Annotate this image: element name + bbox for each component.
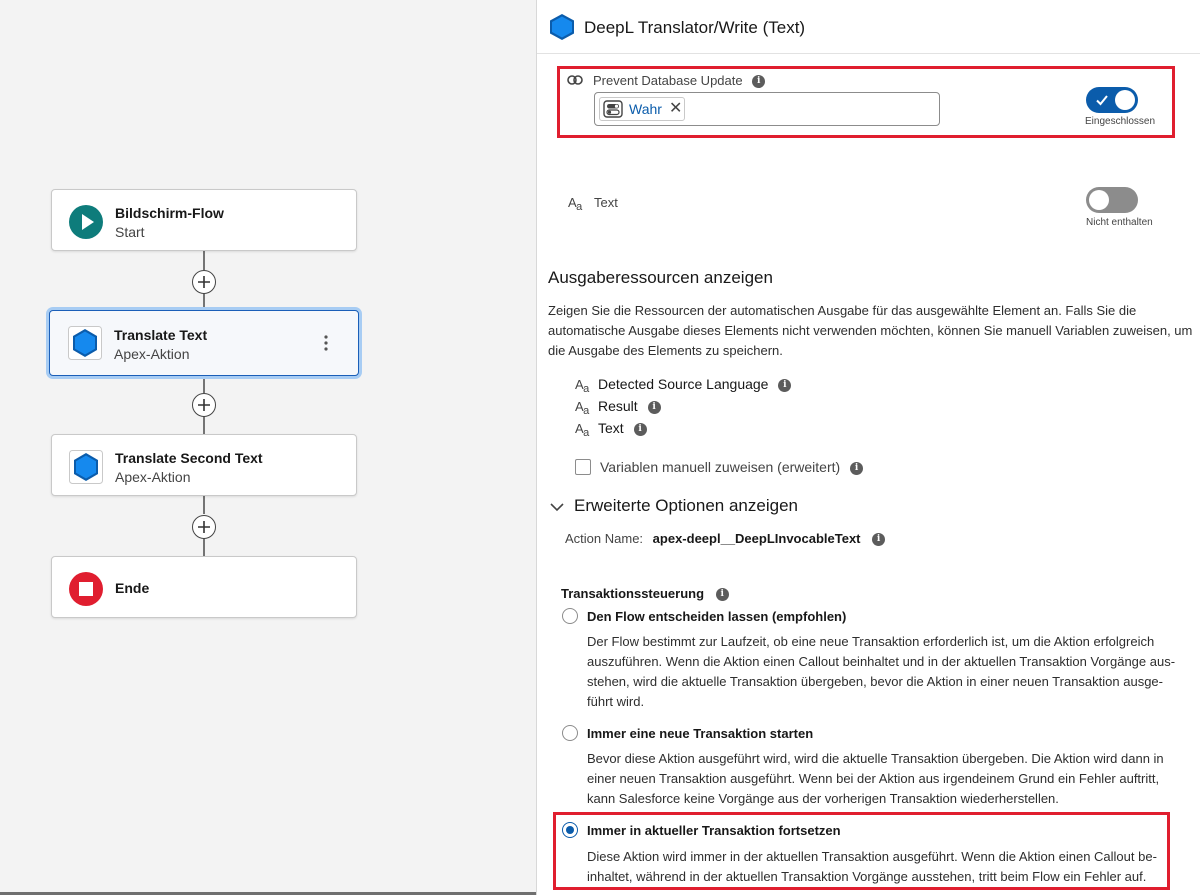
manual-assign-checkbox[interactable] xyxy=(575,459,591,475)
node-subtitle: Start xyxy=(115,224,145,240)
info-icon[interactable]: i xyxy=(648,401,661,414)
plus-icon xyxy=(197,520,211,534)
output-section-title: Ausgaberessourcen anzeigen xyxy=(548,268,773,287)
transaction-option-radio[interactable] xyxy=(562,608,578,624)
connector-line xyxy=(203,251,205,270)
description-line: führt wird. xyxy=(587,694,645,709)
output-item-label: Result xyxy=(598,398,638,414)
text-type-icon: $A_a$ xyxy=(575,399,589,417)
add-element-button[interactable] xyxy=(192,393,216,417)
pill-value: Wahr xyxy=(629,101,662,117)
flow-node-translate-second-text[interactable] xyxy=(51,434,357,496)
manual-assign-label-text: Variablen manuell zuweisen (erweitert) xyxy=(600,459,841,475)
description-line: einer neuen Transaktion ausgeführt. Wenn bei der Aktion aus irgendeinem Grund ein Fehler auftritt, xyxy=(587,771,1160,786)
description-line: Bevor diese Aktion ausgeführt wird, wird die aktuelle Transaktion übergeben. Die Aktion wird dann in xyxy=(587,751,1164,766)
info-icon[interactable]: i xyxy=(752,75,765,88)
node-title: Translate Text xyxy=(114,327,208,343)
info-icon[interactable]: i xyxy=(716,588,729,601)
node-title: Translate Second Text xyxy=(115,450,263,466)
transaction-option-description xyxy=(587,632,1187,712)
transaction-option-title[interactable]: Immer eine neue Transaktion starten xyxy=(587,726,814,741)
text-field-toggle[interactable] xyxy=(1086,187,1138,213)
play-icon xyxy=(69,205,103,239)
manual-assign-label[interactable] xyxy=(600,459,863,475)
prevent-db-update-toggle[interactable] xyxy=(1086,87,1138,113)
text-type-icon: $A_a$ xyxy=(575,377,589,395)
flow-canvas[interactable] xyxy=(0,0,536,895)
toggle-knob xyxy=(1089,190,1109,210)
description-line: stehen, wird die aktuelle Transaktion übergeben, bevor die Aktion in einer neuen Transaktion ausge- xyxy=(587,674,1163,689)
add-element-button[interactable] xyxy=(192,515,216,539)
text-type-icon: $A_a$ xyxy=(568,195,582,213)
description-line: kann Salesforce keine Vorgänge aus der vorherigen Transaktion wiederherstellen. xyxy=(587,791,1059,806)
add-element-button[interactable] xyxy=(192,270,216,294)
apex-action-icon xyxy=(68,326,102,360)
action-name-row xyxy=(565,531,885,546)
prevent-db-update-label xyxy=(593,73,765,88)
output-item xyxy=(598,376,791,392)
stop-icon xyxy=(69,572,103,606)
output-item xyxy=(598,398,661,414)
transaction-option-description xyxy=(587,749,1187,809)
flow-node-translate-text[interactable] xyxy=(49,310,359,376)
flow-node-end[interactable] xyxy=(51,556,357,618)
node-subtitle: Apex-Aktion xyxy=(115,469,191,485)
output-item-label: Text xyxy=(598,420,624,436)
transaction-heading-text: Transaktionssteuerung xyxy=(561,586,705,601)
transaction-heading xyxy=(561,586,729,601)
apex-action-icon xyxy=(549,13,575,41)
info-icon[interactable]: i xyxy=(778,379,791,392)
transaction-option-radio[interactable] xyxy=(562,822,578,838)
connector-line xyxy=(203,376,205,393)
plus-icon xyxy=(197,398,211,412)
description-line: inhaltet, während in der aktuellen Transaktion Vorgänge ausstehen, tritt beim Flow ein Fehler auf. xyxy=(587,869,1147,884)
apex-action-icon xyxy=(69,450,103,484)
flow-node-start[interactable] xyxy=(51,189,357,251)
toggle-knob xyxy=(1115,90,1135,110)
info-icon[interactable]: i xyxy=(850,462,863,475)
boolean-icon xyxy=(567,74,583,86)
transaction-option-title[interactable]: Den Flow entscheiden lassen (empfohlen) xyxy=(587,609,847,624)
action-name-label: Action Name: xyxy=(565,531,644,546)
check-icon xyxy=(1095,93,1109,107)
remove-pill-icon[interactable]: ✕ xyxy=(668,100,683,117)
transaction-option-description xyxy=(587,847,1167,887)
transaction-option-radio[interactable] xyxy=(562,725,578,741)
action-name-value: apex-deepl__DeepLInvocableText xyxy=(652,531,861,546)
toggle-caption: Nicht enthalten xyxy=(1086,217,1153,228)
node-title: Ende xyxy=(115,580,150,596)
description-line: Diese Aktion wird immer in der aktuellen Transaktion ausgeführt. Wenn die Aktion einen Callout be- xyxy=(587,849,1157,864)
output-section-description: Zeigen Sie die Ressourcen der automatischen Ausgabe für das ausgewählte Element an. Falls Sie die automatische Ausgabe dieses Elements nicht verwenden möchten, können Sie manuell Variablen zuweisen, um die Ausgabe des Elements zu speichern. xyxy=(548,303,1193,358)
connector-line xyxy=(203,538,205,556)
description-line: Der Flow bestimmt zur Laufzeit, ob eine neue Transaktion erforderlich ist, um die Aktion erfolgreich xyxy=(587,634,1155,649)
text-field-label: Text xyxy=(594,195,618,210)
prevent-db-update-label-text: Prevent Database Update xyxy=(593,73,743,88)
text-type-icon: $A_a$ xyxy=(575,421,589,439)
value-pill[interactable] xyxy=(599,97,685,121)
node-title: Bildschirm-Flow xyxy=(115,205,224,221)
prevent-db-update-input[interactable] xyxy=(594,92,940,126)
advanced-options-toggle[interactable]: Erweiterte Optionen anzeigen xyxy=(574,496,798,515)
connector-line xyxy=(203,496,205,514)
output-item xyxy=(598,420,647,436)
toggle-resource-icon xyxy=(603,99,623,119)
info-icon[interactable]: i xyxy=(634,423,647,436)
output-item-label: Detected Source Language xyxy=(598,376,769,392)
connector-line xyxy=(203,416,205,434)
transaction-option-title[interactable]: Immer in aktueller Transaktion fortsetzen xyxy=(587,823,841,838)
info-icon[interactable]: i xyxy=(872,533,885,546)
plus-icon xyxy=(197,275,211,289)
panel-header xyxy=(537,0,1200,54)
node-subtitle: Apex-Aktion xyxy=(114,346,190,362)
panel-title: DeepL Translator/Write (Text) xyxy=(584,18,806,37)
toggle-caption: Eingeschlossen xyxy=(1085,116,1156,127)
chevron-down-icon[interactable] xyxy=(550,502,564,512)
description-line: auszuführen. Wenn die Aktion einen Callout beinhaltet und in der aktuellen Transaktion Vorgänge aus- xyxy=(587,654,1176,669)
more-actions-icon[interactable] xyxy=(320,333,332,353)
